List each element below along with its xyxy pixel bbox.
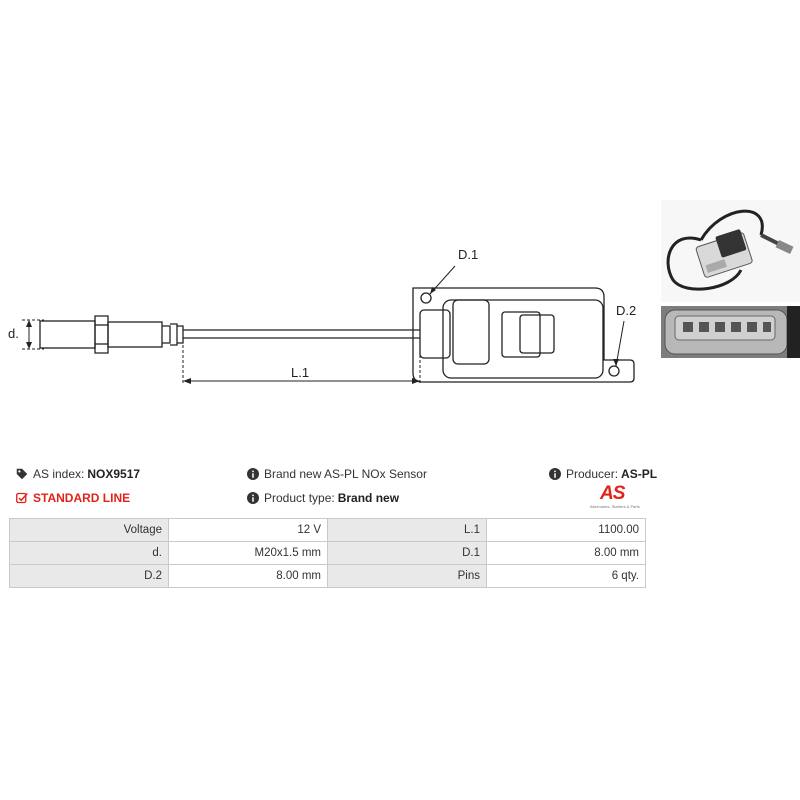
product-description: Brand new AS-PL NOx Sensor [247,467,427,481]
technical-drawing [0,230,660,400]
producer-value: AS-PL [621,467,658,481]
as-pl-logo: AS Alternators, Starters & Parts [590,483,640,509]
label-d: d. [8,326,19,341]
product-photo[interactable] [661,200,800,302]
spec-key: L.1 [328,519,487,542]
spec-key: D.2 [10,565,169,588]
connector-photo[interactable] [661,306,800,358]
table-row [10,519,646,542]
as-index: AS index: NOX9517 [16,467,140,481]
product-type-value: Brand new [337,491,400,505]
spec-value: 12 V [169,519,328,542]
table-row [10,542,646,565]
spec-key: Pins [328,565,487,588]
info-icon [247,468,259,480]
tag-icon [16,468,28,480]
label-d1: D.1 [458,247,479,262]
sensor-body [108,322,162,347]
info-icon [247,492,259,504]
hex-nut [95,316,108,353]
spec-key: d. [10,542,169,565]
product-type: Product type: Brand new [247,491,399,505]
spec-value: 1100.00 [487,519,646,542]
spec-value: 8.00 mm [487,542,646,565]
mount-hole-d1 [421,293,431,303]
mount-hole-d2 [609,366,619,376]
spec-value: M20x1.5 mm [169,542,328,565]
spec-value: 6 qty. [487,565,646,588]
check-square-icon [16,492,28,504]
as-index-value: NOX9517 [87,467,141,481]
info-icon [549,468,561,480]
spec-table [9,518,646,588]
spec-value: 8.00 mm [169,565,328,588]
producer: Producer: AS-PL [549,467,657,481]
label-d2: D.2 [616,303,637,318]
label-l1: L.1 [291,365,310,380]
spec-key: D.1 [328,542,487,565]
standard-line-badge: STANDARD LINE [16,491,130,505]
table-row [10,565,646,588]
spec-key: Voltage [10,519,169,542]
sensor-tip [40,321,95,348]
